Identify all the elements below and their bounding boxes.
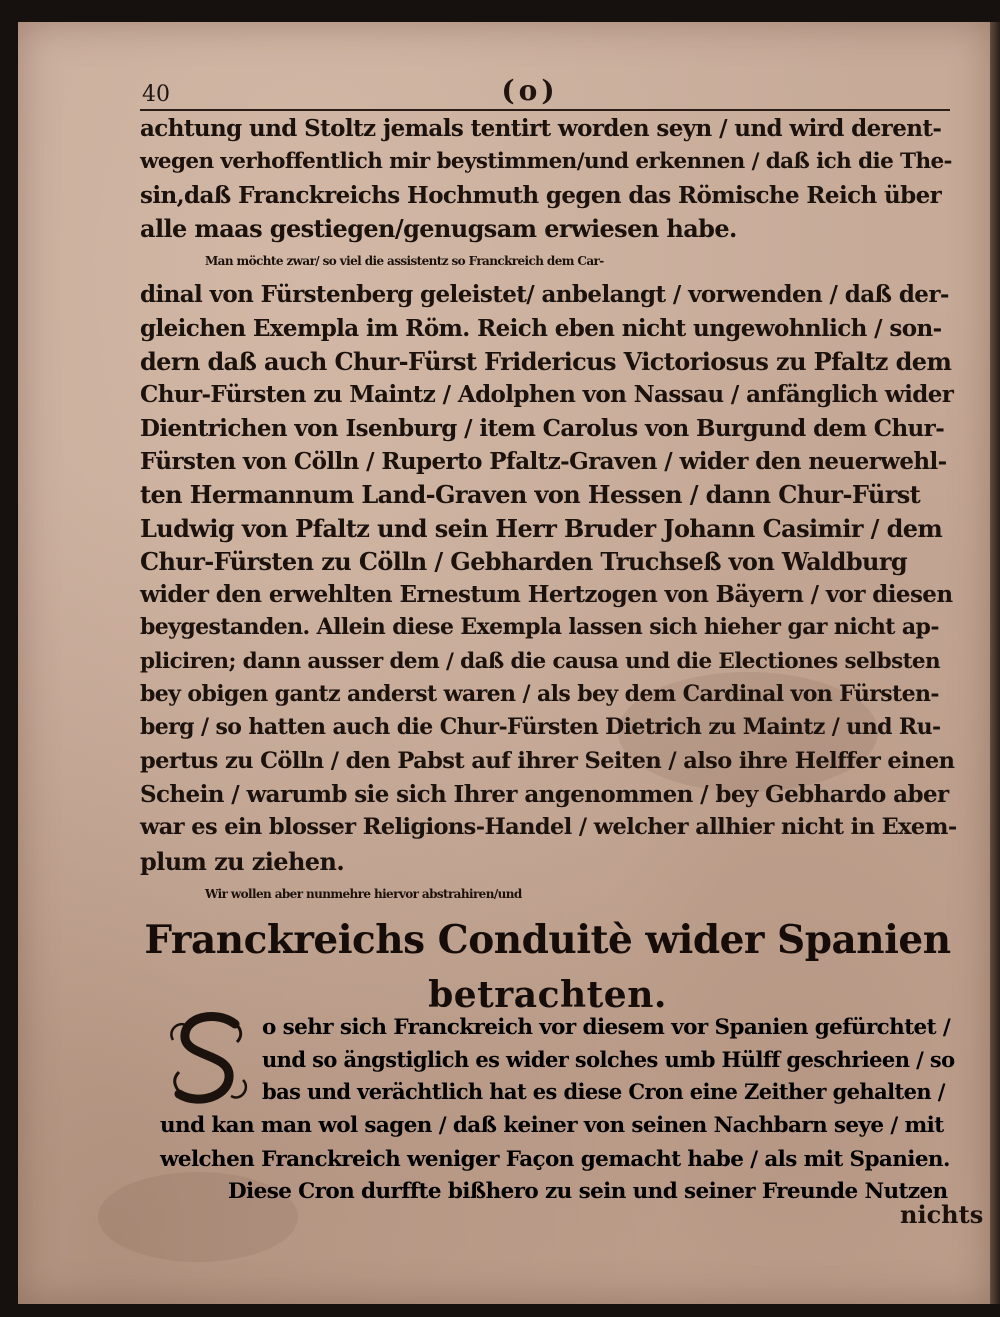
text-line: berg / so hatten auch die Chur-Fürsten Dietrich zu Maintz / und Ru- <box>140 714 941 741</box>
text-line: und so ängstiglich es wider solches umb Hülff geschrieen / so <box>262 1047 955 1072</box>
text-line: und kan man wol sagen / daß keiner von seinen Nachbarn seye / mit <box>160 1113 944 1138</box>
text-line: Fürsten von Cölln / Ruperto Pfaltz-Graven / wider den neuerwehl- <box>140 447 947 475</box>
page-number: 40 <box>142 82 170 107</box>
text-line: pertus zu Cölln / den Pabst auf ihrer Seiten / also ihre Helffer einen <box>140 747 955 774</box>
section-heading <box>140 910 955 1020</box>
text-line: wegen verhoffentlich mir beystimmen/und erkennen / daß ich die The- <box>140 149 952 175</box>
text-line: o sehr sich Franckreich vor diesem vor Spanien gefürchtet / <box>262 1015 951 1040</box>
text-line: bas und verächtlich hat es diese Cron eine Zeither gehalten / <box>262 1079 945 1104</box>
text-line: Diese Cron durffte bißhero zu sein und seiner Freunde Nutzen <box>228 1179 948 1204</box>
text-line: war es ein blosser Religions-Handel / welcher allhier nicht in Exem- <box>140 814 957 841</box>
text-line: Chur-Fürsten zu Cölln / Gebharden Truchseß von Waldburg <box>140 546 908 576</box>
text-line: welchen Franckreich weniger Façon gemacht habe / als mit Spanien. <box>160 1147 950 1172</box>
body-text <box>140 112 955 911</box>
text-line: pliciren; dann ausser dem / daß die causa und die Electiones selbsten <box>140 648 941 674</box>
catchword: nichts <box>900 1200 984 1229</box>
text-line: Schein / warumb sie sich Ihrer angenommen / bey Gebhardo aber <box>140 780 949 808</box>
text-line: dern daß auch Chur-Fürst Fridericus Victoriosus zu Pfaltz dem <box>140 347 952 377</box>
text-line: wider den erwehlten Ernestum Hertzogen von Bäyern / vor diesen <box>140 581 953 609</box>
text-line: gleichen Exempla im Röm. Reich eben nicht ungewohnlich / son- <box>140 314 942 342</box>
text-line: alle maas gestiegen/genugsam erwiesen habe. <box>140 213 737 243</box>
header-ornament: (o) <box>501 74 559 107</box>
text-line: Chur-Fürsten zu Maintz / Adolphen von Nassau / anfänglich wider <box>140 381 954 409</box>
text-line: Dientrichen von Isenburg / item Carolus von Burgund dem Chur- <box>140 414 945 442</box>
text-line: bey obigen gantz anderst waren / als bey dem Cardinal von Fürsten- <box>140 681 939 708</box>
heading-title: Franckreichs Conduitè wider Spanien <box>144 917 951 963</box>
text-line: achtung und Stoltz jemals tentirt worden seyn / und wird derent- <box>140 115 942 142</box>
header-rule <box>140 109 950 111</box>
text-line: sin,daß Franckreichs Hochmuth gegen das Römische Reich über <box>140 181 942 209</box>
page-header <box>140 72 950 112</box>
text-line: dinal von Fürstenberg geleistet/ anbelangt / vorwenden / daß der- <box>140 281 949 309</box>
text-line: beygestanden. Allein diese Exempla lassen sich hieher gar nicht ap- <box>140 614 939 641</box>
text-line: Man möchte zwar/ so viel die assistentz so Franckreich dem Car- <box>205 254 604 269</box>
text-line: Ludwig von Pfaltz und sein Herr Bruder Johann Casimir / dem <box>140 513 943 543</box>
text-line: ten Hermannum Land-Graven von Hessen / dann Chur-Fürst <box>140 480 921 510</box>
drop-cap-s-icon <box>165 1010 253 1110</box>
text-line: Wir wollen aber nunmehre hiervor abstrahiren/und <box>205 886 522 901</box>
heading-subtitle: betrachten. <box>428 974 667 1016</box>
text-line: plum zu ziehen. <box>140 846 345 876</box>
